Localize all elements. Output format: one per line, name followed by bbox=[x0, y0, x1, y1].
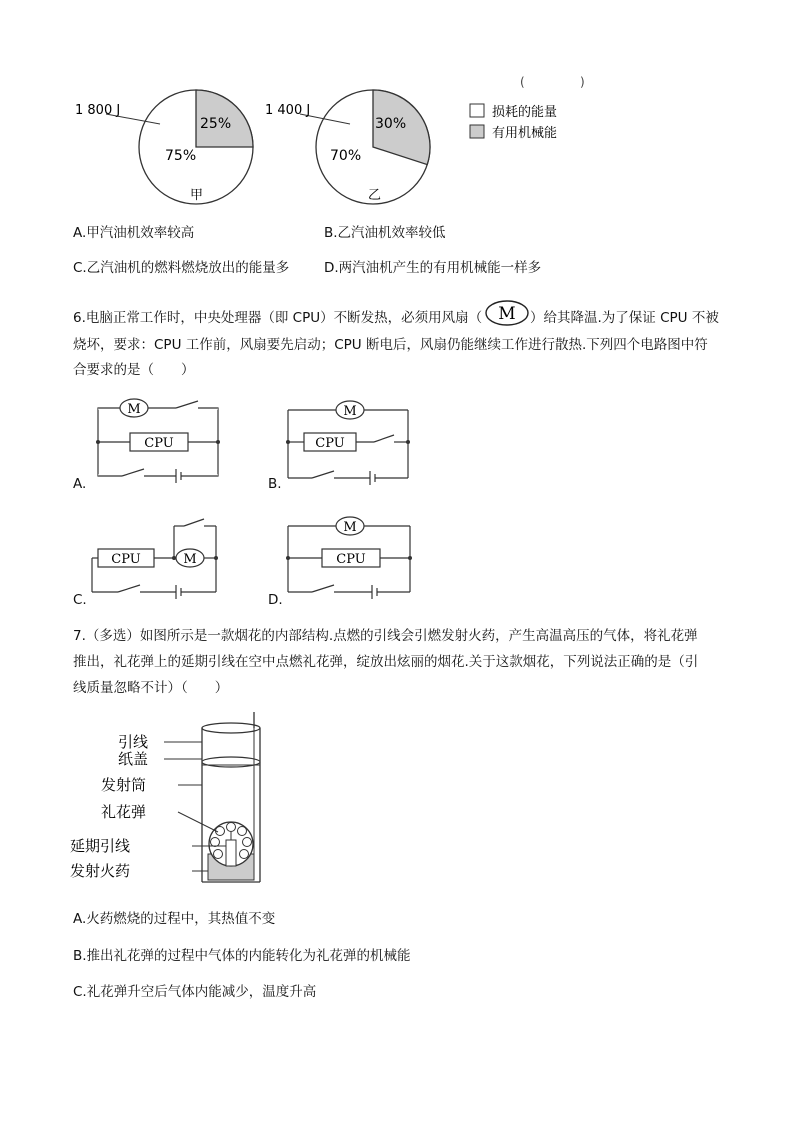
circuit-d bbox=[280, 512, 420, 604]
q7-line1: 7.（多选）如图所示是一款烟花的内部结构.点燃的引线会引燃发射火药，产生高温高压的气体，将礼花弹 bbox=[73, 628, 698, 644]
pie-yi-caption: 乙 bbox=[368, 188, 382, 203]
circuit-a-cpu: CPU bbox=[144, 436, 174, 451]
svg-text:(: ( bbox=[520, 75, 525, 89]
motor-symbol-icon bbox=[484, 298, 530, 328]
legend-loss: 损耗的能量 bbox=[492, 105, 558, 120]
circuit-a-motor: M bbox=[127, 402, 141, 417]
q7-option-b: B.推出礼花弹的过程中气体的内能转化为礼花弹的机械能 bbox=[73, 948, 411, 964]
pie-yi-useful-pct: 30% bbox=[375, 116, 407, 132]
svg-text:): ) bbox=[580, 75, 585, 89]
pie-jia-energy-label: 1 800 J bbox=[75, 103, 121, 118]
pie-yi-loss-pct: 70% bbox=[330, 148, 362, 164]
circuit-a bbox=[90, 398, 230, 488]
pie-yi-energy-label: 1 400 J bbox=[265, 103, 311, 118]
q7-option-a: A.火药燃烧的过程中，其热值不变 bbox=[73, 911, 276, 927]
circuit-b-cpu: CPU bbox=[315, 436, 345, 451]
circuit-c-motor: M bbox=[183, 552, 197, 567]
label-fuse: 引线 bbox=[118, 733, 149, 751]
q6-line1-post: ）给其降温.为了保证 CPU 不被 bbox=[530, 310, 719, 326]
q6-line2: 烧坏，要求：CPU 工作前，风扇要先启动；CPU 断电后，风扇仍能继续工作进行散热.下列四个电路图中符 bbox=[73, 337, 708, 353]
q7-line2: 推出，礼花弹上的延期引线在空中点燃礼花弹，绽放出炫丽的烟花.关于这款烟花，下列说法正确的是（引 bbox=[73, 654, 699, 670]
circuit-c bbox=[86, 512, 226, 604]
q5-option-d: D.两汽油机产生的有用机械能一样多 bbox=[324, 260, 542, 276]
q6-line1-pre: 6.电脑正常工作时，中央处理器（即 CPU）不断发热，必须用风扇（ bbox=[73, 310, 483, 326]
label-launch-tube: 发射筒 bbox=[101, 776, 147, 794]
pie-jia bbox=[75, 90, 253, 204]
q6-line3: 合要求的是（ ） bbox=[73, 362, 195, 378]
legend-useful: 有用机械能 bbox=[492, 126, 558, 141]
efficiency-pie-figure bbox=[60, 62, 620, 212]
pie-jia-caption: 甲 bbox=[190, 188, 204, 203]
q7-option-c: C.礼花弹升空后气体内能减少，温度升高 bbox=[73, 984, 317, 1000]
circuit-c-cpu: CPU bbox=[111, 552, 141, 567]
firework-structure-diagram bbox=[68, 712, 278, 892]
circuit-b-label: B. bbox=[268, 476, 282, 492]
circuit-b bbox=[280, 398, 420, 488]
q7-line3: 线质量忽略不计）（ ） bbox=[73, 680, 229, 696]
q5-option-b: B.乙汽油机效率较低 bbox=[324, 225, 446, 241]
circuit-d-label: D. bbox=[268, 592, 283, 608]
circuit-d-cpu: CPU bbox=[336, 552, 366, 567]
label-launch-powder: 发射火药 bbox=[70, 862, 131, 880]
pie-jia-useful-pct: 25% bbox=[200, 116, 232, 132]
circuit-a-label: A. bbox=[73, 476, 87, 492]
q5-option-c: C.乙汽油机的燃料燃烧放出的能量多 bbox=[73, 260, 290, 276]
circuit-c-label: C. bbox=[73, 592, 87, 608]
label-shell: 礼花弹 bbox=[101, 803, 147, 821]
label-delay-fuse: 延期引线 bbox=[70, 837, 131, 855]
circuit-d-motor: M bbox=[343, 520, 357, 535]
q5-option-a: A.甲汽油机效率较高 bbox=[73, 225, 195, 241]
pie-jia-loss-pct: 75% bbox=[165, 148, 197, 164]
label-paper-cap: 纸盖 bbox=[118, 750, 149, 768]
pie-yi bbox=[265, 90, 430, 204]
svg-text:M: M bbox=[498, 304, 516, 324]
pie-legend bbox=[470, 104, 557, 141]
circuit-b-motor: M bbox=[343, 404, 357, 419]
